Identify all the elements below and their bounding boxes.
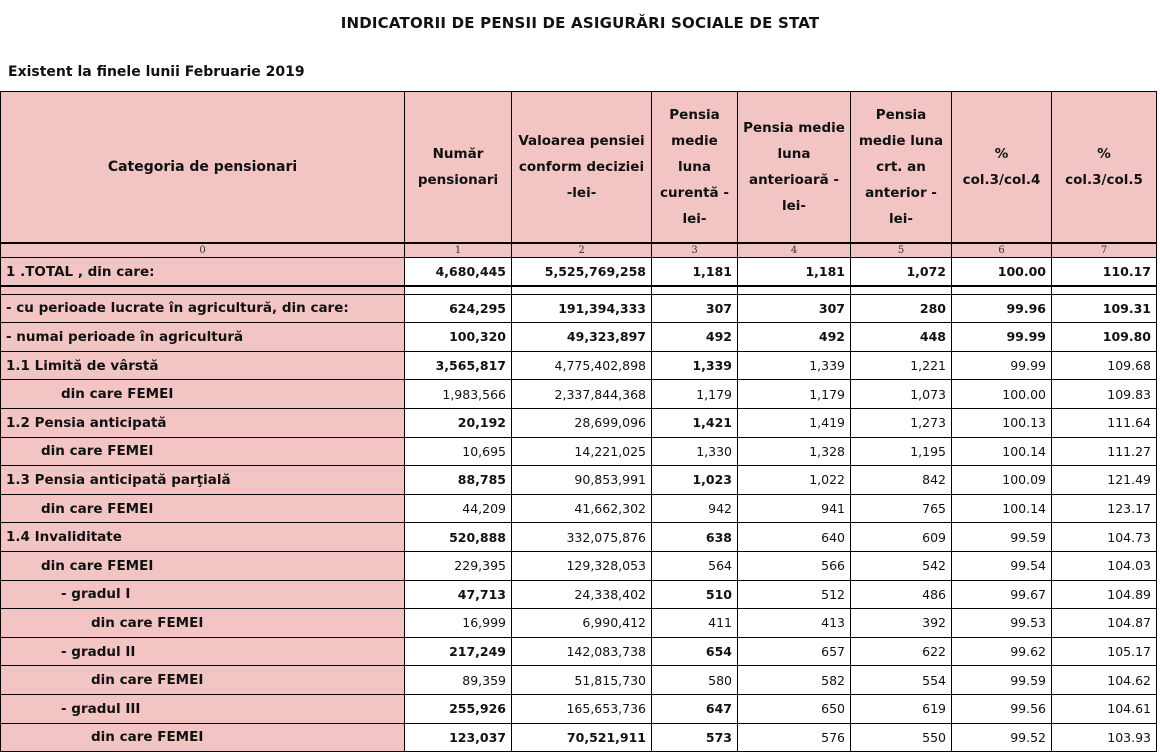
table-row (1, 494, 1157, 523)
row-value-col4: 576 (738, 723, 851, 752)
row-value-col1: 123,037 (405, 723, 512, 752)
row-value-col6: 99.62 (952, 637, 1052, 666)
row-value-col6: 99.59 (952, 523, 1052, 552)
row-value-col3: 654 (652, 637, 738, 666)
row-value-col3: 647 (652, 694, 738, 723)
row-category: - numai perioade în agricultură (1, 323, 405, 352)
row-value-col6: 99.56 (952, 694, 1052, 723)
table-row (1, 666, 1157, 695)
row-category: - gradul II (1, 637, 405, 666)
header-pct-3-4: % col.3/col.4 (952, 92, 1052, 244)
column-index-row (1, 243, 1157, 258)
row-value-col4: 492 (738, 323, 851, 352)
row-value-col4: 512 (738, 580, 851, 609)
row-value-col5: 619 (851, 694, 952, 723)
row-value-col7: 121.49 (1052, 466, 1157, 495)
row-category: 1.3 Pensia anticipată parţială (1, 466, 405, 495)
table-body (1, 258, 1157, 752)
col-index: 6 (952, 243, 1052, 258)
row-value-col7: 104.03 (1052, 551, 1157, 580)
col-index: 3 (652, 243, 738, 258)
table-row (1, 523, 1157, 552)
row-value-col6: 99.59 (952, 666, 1052, 695)
row-value-col1: 16,999 (405, 609, 512, 638)
row-value-col6: 100.00 (952, 380, 1052, 409)
row-value-col5: 448 (851, 323, 952, 352)
row-value-col1: 44,209 (405, 494, 512, 523)
row-category: din care FEMEI (1, 609, 405, 638)
col-index: 2 (512, 243, 652, 258)
row-value-col2: 129,328,053 (512, 551, 652, 580)
col-index: 5 (851, 243, 952, 258)
row-value-col3: 492 (652, 323, 738, 352)
row-category: din care FEMEI (1, 437, 405, 466)
row-value-col7: 104.61 (1052, 694, 1157, 723)
row-value-col7: 109.68 (1052, 351, 1157, 380)
row-value-col3: 1,023 (652, 466, 738, 495)
row-value-col4: 566 (738, 551, 851, 580)
row-value-col5: 542 (851, 551, 952, 580)
table-row (1, 323, 1157, 352)
row-value-col3: 1,181 (652, 258, 738, 287)
row-value-col5: 1,195 (851, 437, 952, 466)
row-value-col3: 510 (652, 580, 738, 609)
header-category: Categoria de pensionari (1, 92, 405, 244)
table-row (1, 351, 1157, 380)
row-value-col1: 89,359 (405, 666, 512, 695)
row-value-col5: 1,073 (851, 380, 952, 409)
row-value-col3: 411 (652, 609, 738, 638)
row-value-col2: 332,075,876 (512, 523, 652, 552)
row-value-col6: 99.99 (952, 351, 1052, 380)
row-value-col7: 110.17 (1052, 258, 1157, 287)
table-row (1, 694, 1157, 723)
row-value-col7: 109.80 (1052, 323, 1157, 352)
row-value-col3: 307 (652, 294, 738, 323)
row-category: din care FEMEI (1, 494, 405, 523)
row-value-col2: 142,083,738 (512, 637, 652, 666)
row-value-col2: 191,394,333 (512, 294, 652, 323)
row-value-col4: 413 (738, 609, 851, 638)
row-value-col1: 20,192 (405, 408, 512, 437)
row-value-col1: 100,320 (405, 323, 512, 352)
row-value-col5: 554 (851, 666, 952, 695)
row-category: - gradul I (1, 580, 405, 609)
table-row (1, 580, 1157, 609)
row-value-col2: 6,990,412 (512, 609, 652, 638)
row-value-col5: 1,072 (851, 258, 952, 287)
row-value-col2: 49,323,897 (512, 323, 652, 352)
col-index: 0 (1, 243, 405, 258)
row-value-col1: 47,713 (405, 580, 512, 609)
header-pensioners: Număr pensionari (405, 92, 512, 244)
row-value-col7: 111.27 (1052, 437, 1157, 466)
row-value-col4: 657 (738, 637, 851, 666)
row-value-col1: 255,926 (405, 694, 512, 723)
table-row (1, 437, 1157, 466)
row-value-col5: 1,221 (851, 351, 952, 380)
row-value-col4: 941 (738, 494, 851, 523)
row-value-col7: 104.87 (1052, 609, 1157, 638)
row-value-col4: 1,339 (738, 351, 851, 380)
row-value-col7: 103.93 (1052, 723, 1157, 752)
table-row (1, 723, 1157, 752)
table-row (1, 466, 1157, 495)
row-value-col3: 1,421 (652, 408, 738, 437)
pension-indicators-table (0, 91, 1157, 752)
row-value-col7: 123.17 (1052, 494, 1157, 523)
table-row (1, 551, 1157, 580)
row-value-col2: 14,221,025 (512, 437, 652, 466)
row-value-col5: 1,273 (851, 408, 952, 437)
row-value-col2: 41,662,302 (512, 494, 652, 523)
row-value-col1: 1,983,566 (405, 380, 512, 409)
row-value-col2: 51,815,730 (512, 666, 652, 695)
row-value-col1: 4,680,445 (405, 258, 512, 287)
row-value-col7: 104.73 (1052, 523, 1157, 552)
row-value-col5: 392 (851, 609, 952, 638)
row-value-col4: 1,328 (738, 437, 851, 466)
row-value-col7: 104.62 (1052, 666, 1157, 695)
row-value-col3: 1,339 (652, 351, 738, 380)
header-avg-current: Pensia medie luna curentă -lei- (652, 92, 738, 244)
row-value-col4: 307 (738, 294, 851, 323)
row-value-col2: 24,338,402 (512, 580, 652, 609)
row-value-col4: 640 (738, 523, 851, 552)
header-avg-previous: Pensia medie luna anterioară - lei- (738, 92, 851, 244)
row-value-col4: 582 (738, 666, 851, 695)
row-value-col4: 1,181 (738, 258, 851, 287)
row-value-col6: 99.96 (952, 294, 1052, 323)
row-value-col3: 638 (652, 523, 738, 552)
row-value-col7: 104.89 (1052, 580, 1157, 609)
header-pct-3-5: % col.3/col.5 (1052, 92, 1157, 244)
row-value-col6: 100.00 (952, 258, 1052, 287)
col-index: 1 (405, 243, 512, 258)
table-row (1, 380, 1157, 409)
row-category: 1.1 Limită de vârstă (1, 351, 405, 380)
header-avg-prev-year: Pensia medie luna crt. an anterior -lei- (851, 92, 952, 244)
table-row (1, 258, 1157, 287)
row-value-col2: 4,775,402,898 (512, 351, 652, 380)
row-value-col2: 165,653,736 (512, 694, 652, 723)
table-row (1, 637, 1157, 666)
col-index: 4 (738, 243, 851, 258)
row-value-col2: 5,525,769,258 (512, 258, 652, 287)
row-value-col3: 573 (652, 723, 738, 752)
row-value-col6: 100.14 (952, 494, 1052, 523)
row-category: 1.4 Invaliditate (1, 523, 405, 552)
table-header-row (1, 92, 1157, 244)
header-value: Valoarea pensiei conform deciziei -lei- (512, 92, 652, 244)
row-value-col1: 229,395 (405, 551, 512, 580)
row-value-col5: 609 (851, 523, 952, 552)
row-category: din care FEMEI (1, 380, 405, 409)
row-value-col6: 99.52 (952, 723, 1052, 752)
row-value-col7: 109.31 (1052, 294, 1157, 323)
row-value-col6: 99.67 (952, 580, 1052, 609)
row-category: din care FEMEI (1, 551, 405, 580)
row-value-col6: 99.54 (952, 551, 1052, 580)
row-value-col4: 1,022 (738, 466, 851, 495)
row-value-col1: 624,295 (405, 294, 512, 323)
row-value-col7: 109.83 (1052, 380, 1157, 409)
table-row (1, 609, 1157, 638)
row-value-col5: 280 (851, 294, 952, 323)
row-value-col2: 90,853,991 (512, 466, 652, 495)
row-value-col2: 70,521,911 (512, 723, 652, 752)
row-value-col6: 100.09 (952, 466, 1052, 495)
row-value-col1: 217,249 (405, 637, 512, 666)
row-value-col3: 580 (652, 666, 738, 695)
row-value-col3: 1,330 (652, 437, 738, 466)
row-category: 1 .TOTAL , din care: (1, 258, 405, 287)
spacer-row (1, 286, 1157, 294)
report-period: Existent la finele lunii Februarie 2019 (8, 64, 305, 80)
row-category: 1.2 Pensia anticipată (1, 408, 405, 437)
row-value-col3: 942 (652, 494, 738, 523)
page-title: INDICATORII DE PENSII DE ASIGURĂRI SOCIALE DE STAT (340, 14, 820, 32)
row-value-col6: 99.99 (952, 323, 1052, 352)
row-category: - gradul III (1, 694, 405, 723)
row-value-col1: 88,785 (405, 466, 512, 495)
row-value-col6: 100.14 (952, 437, 1052, 466)
row-category: din care FEMEI (1, 666, 405, 695)
row-value-col1: 3,565,817 (405, 351, 512, 380)
table-row (1, 294, 1157, 323)
col-index: 7 (1052, 243, 1157, 258)
table-row (1, 408, 1157, 437)
row-value-col3: 1,179 (652, 380, 738, 409)
row-value-col2: 28,699,096 (512, 408, 652, 437)
row-value-col7: 111.64 (1052, 408, 1157, 437)
row-value-col4: 650 (738, 694, 851, 723)
row-value-col1: 520,888 (405, 523, 512, 552)
row-value-col5: 550 (851, 723, 952, 752)
row-value-col3: 564 (652, 551, 738, 580)
row-value-col7: 105.17 (1052, 637, 1157, 666)
row-value-col2: 2,337,844,368 (512, 380, 652, 409)
row-value-col6: 99.53 (952, 609, 1052, 638)
row-value-col5: 486 (851, 580, 952, 609)
row-value-col4: 1,179 (738, 380, 851, 409)
row-value-col5: 622 (851, 637, 952, 666)
row-value-col5: 842 (851, 466, 952, 495)
row-value-col1: 10,695 (405, 437, 512, 466)
row-category: - cu perioade lucrate în agricultură, din care: (1, 294, 405, 323)
row-category: din care FEMEI (1, 723, 405, 752)
row-value-col6: 100.13 (952, 408, 1052, 437)
row-value-col5: 765 (851, 494, 952, 523)
row-value-col4: 1,419 (738, 408, 851, 437)
